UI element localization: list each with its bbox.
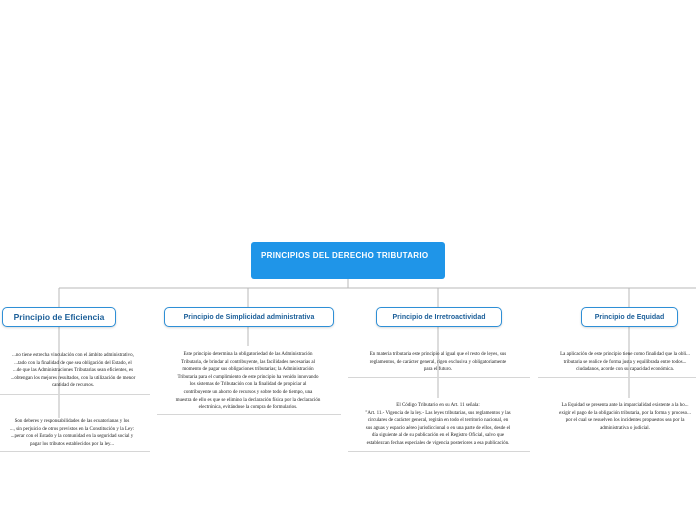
branch-principio-irretroactividad[interactable] (376, 307, 502, 327)
root-node[interactable] (251, 242, 445, 279)
leaf-underline (157, 414, 341, 415)
leaf-underline (0, 394, 150, 395)
branch-principio-eficiencia[interactable] (2, 307, 116, 327)
root-title: PRINCIPIOS DEL DERECHO TRIBUTARIO (261, 251, 429, 260)
branch-principio-simplicidad[interactable] (164, 307, 334, 327)
leaf-underline (348, 377, 530, 378)
leaf-simplicidad-1[interactable]: Este principio determina la obligatoriedad de las Administración Tributaria, de brindar al contribuyente, las facilidades necesarias al momento de pagar sus obligaciones tributarias; la Administración Tributaria para el cumplimiento de este principio ha venido innovando los sistemas de Tributación con la finalidad de propiciar al contribuyente un ahorro de recursos y sobre todo de tiempo, una muestra de ello es que se elimino la declaración física por la declaración electrónica, evitándose la compra de formularios. (175, 352, 321, 411)
leaf-eficiencia-1[interactable]: ...no tiene estrecha vinculación con el ámbito administrativo, ...tado con la finalidad de que sea obligación del Estado, el ...de que las Administraciones Tributarias sean eficientes, es ...obtengan los mejores resultados, con la utilización de menor cantidad de recursos. (10, 353, 136, 389)
leaf-underline (0, 451, 150, 452)
leaf-underline (348, 451, 530, 452)
branch-label: Principio de Simplicidad administrativa (183, 313, 315, 321)
leaf-equidad-2[interactable]: La Equidad se presenta ante la imparcialidad existente a la ho... exigir el pago de la obligación tributaria, por la forma y proceso... por el cual se resuelven los incidentes propuestos sea por la administrativa o judicial. (559, 403, 691, 431)
leaf-equidad-1[interactable]: La aplicación de este principio tiene como finalidad que la obli... tributaria se realice de forma justa y equilibrada entre todos... ciudadanos, acorde con su capacidad económica. (560, 352, 690, 373)
leaf-irretroactividad-1[interactable]: En materia tributaria este principio al igual que el resto de leyes, sus reglamentos, de carácter general, rigen exclusiva y obligatoriamente para el futuro. (369, 352, 507, 373)
leaf-underline (538, 377, 696, 378)
leaf-irretroactividad-2[interactable]: El Código Tributario en su Art. 11 señala: "Art. 11.- Vigencia de la ley.- Las leyes tributarias, sus reglamentos y las circulares de carácter general, regirán en todo el territorio nacional, en sus aguas y espacio aéreo jurisdiccional o en una parte de ellos, desde el día siguiente al de su publicación en el Registro Oficial, salvo que establezcan fechas especiales de vigencia posteriores a esa publicación. (365, 403, 511, 446)
branch-principio-equidad[interactable] (581, 307, 678, 327)
branch-label: Principio de Irretroactividad (392, 313, 486, 321)
leaf-eficiencia-2[interactable]: Son deberes y responsabilidades de las ecuatorianas y los ..., sin perjuicio de otros previstos en la Constitución y la Ley: ...perar con el Estado y la comunidad en la seguridad social y pagar los tributos establecidos por la ley... (9, 419, 135, 447)
branch-label: Principio de Eficiencia (13, 312, 105, 322)
branch-label: Principio de Equidad (594, 313, 665, 321)
